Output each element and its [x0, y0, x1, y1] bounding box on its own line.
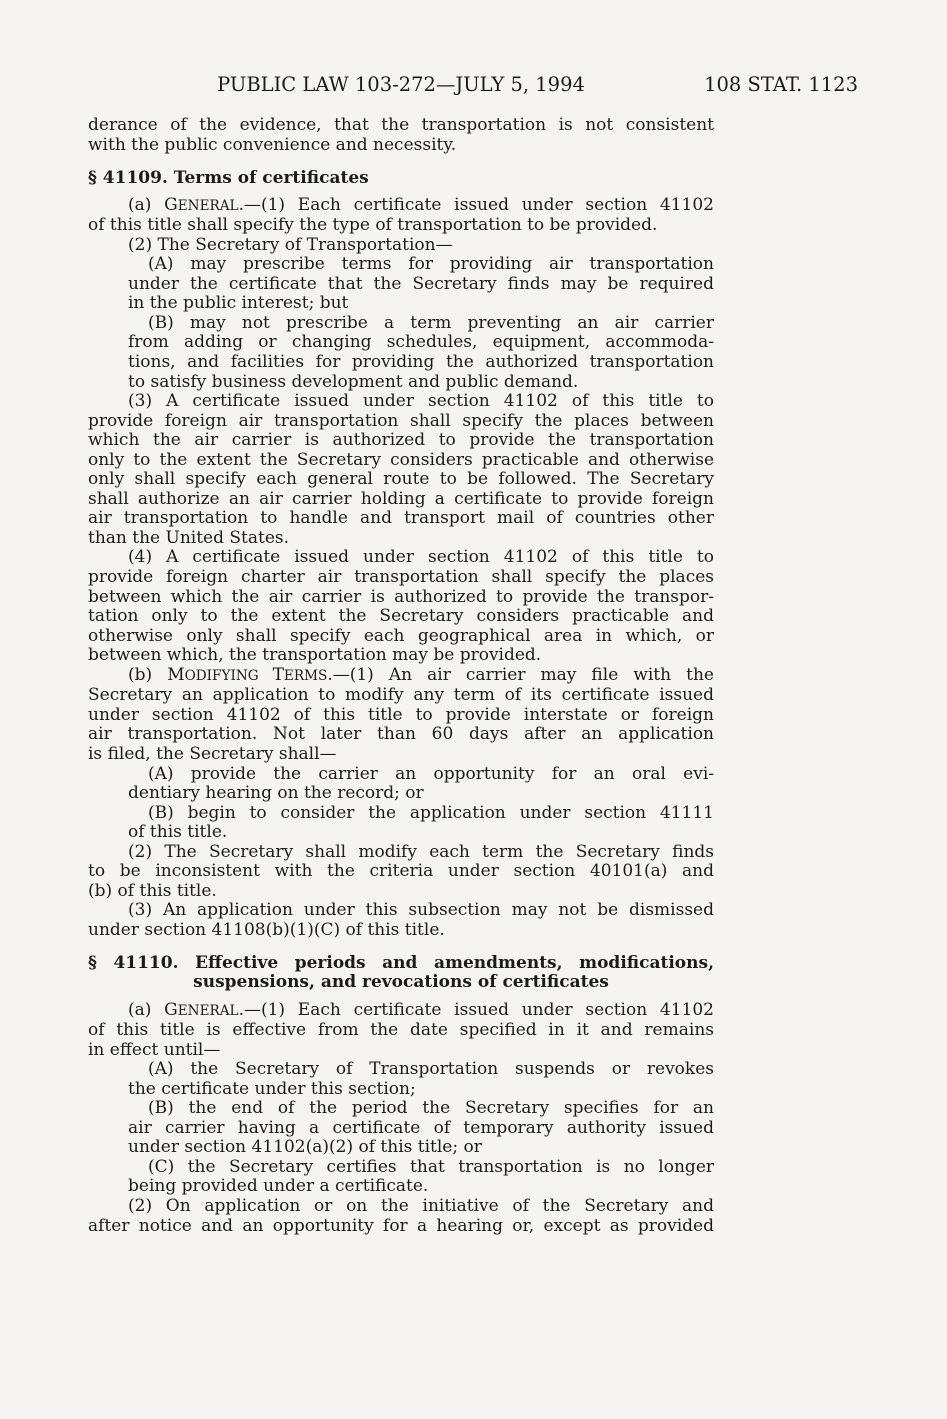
paragraph: [88, 196, 714, 236]
subparagraph: [88, 804, 714, 843]
text-line: is filed, the Secretary shall—: [88, 743, 337, 764]
text-line: in effect until—: [88, 1039, 221, 1060]
text-line: dentiary hearing on the record; or: [128, 783, 424, 804]
text-line: (4) A certificate issued under section 41102 of this title to: [128, 547, 714, 568]
text-line: shall authorize an air carrier holding a certificate to provide foreign: [88, 488, 714, 509]
small-caps-initial: M: [167, 664, 185, 685]
text-line: under section 41102(a)(2) of this title; or: [128, 1137, 482, 1158]
text-line: between which, the transportation may be provided.: [88, 645, 542, 666]
text-line: under section 41108(b)(1)(C) of this title.: [88, 919, 445, 940]
text-segment: (b): [128, 664, 168, 685]
text-line: (A) provide the carrier an opportunity for an oral evi-: [148, 763, 714, 784]
text-line: after notice and an opportunity for a hearing or, except as provided: [88, 1215, 714, 1236]
text-line: provide foreign charter air transportation shall specify the places: [88, 567, 714, 588]
text-line: tions, and facilities for providing the authorized transportation: [128, 352, 714, 373]
text-line: which the air carrier is authorized to provide the transportation: [88, 430, 714, 451]
text-line: with the public convenience and necessity.: [88, 134, 457, 155]
text-line: air carrier having a certificate of temporary authority issued: [128, 1117, 714, 1138]
text-segment: (a): [128, 194, 165, 215]
paragraph: [88, 843, 714, 902]
text-line: to satisfy business development and public demand.: [128, 371, 579, 392]
text-line: in the public interest; but: [128, 293, 349, 314]
text-segment: .—(1) An air carrier may file with the: [327, 664, 714, 685]
text-line: (B) begin to consider the application under section 41111: [148, 802, 714, 823]
subparagraph: [88, 765, 714, 804]
text-line: (3) A certificate issued under section 41102 of this title to: [128, 391, 714, 412]
text-line: under the certificate that the Secretary finds may be required: [128, 273, 714, 294]
section-heading: [88, 169, 714, 189]
subparagraph: [88, 1060, 714, 1099]
text-line: (2) The Secretary shall modify each term the Secretary finds: [128, 841, 714, 862]
text-line: [88, 1001, 714, 1022]
section-heading: [88, 954, 714, 993]
text-line: (A) the Secretary of Transportation suspends or revokes: [148, 1059, 714, 1080]
text-line: from adding or changing schedules, equipment, accommoda-: [128, 332, 714, 353]
text-line: (A) may prescribe terms for providing air transportation: [148, 254, 714, 275]
text-line: (3) An application under this subsection may not be dismissed: [128, 900, 714, 921]
text-line: only to the extent the Secretary considers practicable and otherwise: [88, 449, 714, 470]
small-caps-heading: GENERAL: [164, 194, 239, 215]
text-line: (B) may not prescribe a term preventing an air carrier: [148, 312, 714, 333]
text-line: Secretary an application to modify any term of its certificate issued: [88, 685, 714, 706]
text-line: being provided under a certificate.: [128, 1176, 429, 1197]
text-line: only shall specify each general route to be followed. The Secretary: [88, 469, 714, 490]
text-line: of this title is effective from the date specified in it and remains: [88, 1020, 714, 1041]
section-heading-line: § 41109. Terms of certificates: [88, 167, 369, 188]
text-line: provide foreign air transportation shall specify the places between: [88, 410, 714, 431]
paragraph: [88, 901, 714, 940]
section-heading-line: suspensions, and revocations of certificates: [193, 972, 609, 993]
paragraph: [88, 1197, 714, 1236]
continued-paragraph: [88, 116, 714, 155]
small-caps-initial: G: [164, 999, 178, 1020]
text-line: to be inconsistent with the criteria under section 40101(a) and: [88, 861, 714, 882]
paragraph: [88, 392, 714, 548]
running-header-title: PUBLIC LAW 103-272—JULY 5, 1994: [217, 73, 585, 96]
text-line: of this title.: [128, 822, 228, 843]
subparagraph: [88, 1158, 714, 1197]
small-caps-initial: T: [272, 664, 284, 685]
text-line: tation only to the extent the Secretary considers practicable and: [88, 606, 714, 627]
text-line: (b) of this title.: [88, 880, 217, 901]
text-line: air transportation. Not later than 60 days after an application: [88, 724, 714, 745]
small-caps-heading: MODIFYING TERMS: [167, 664, 328, 685]
text-line: air transportation to handle and transport mail of countries other: [88, 508, 714, 529]
text-line: (C) the Secretary certifies that transportation is no longer: [148, 1156, 714, 1177]
text-line: of this title shall specify the type of transportation to be provided.: [88, 215, 658, 236]
text-line: between which the air carrier is authorized to provide the transpor-: [88, 586, 714, 607]
page-body: [88, 116, 714, 1236]
text-line: the certificate under this section;: [128, 1078, 416, 1099]
text-line: (B) the end of the period the Secretary specifies for an: [148, 1098, 714, 1119]
paragraph: [88, 548, 714, 665]
text-line: otherwise only shall specify each geographical area in which, or: [88, 625, 714, 646]
small-caps-initial: G: [164, 194, 178, 215]
text-line: [88, 666, 714, 687]
text-line: than the United States.: [88, 527, 290, 548]
text-line: (2) On application or on the initiative of the Secretary and: [128, 1195, 714, 1216]
paragraph: [88, 236, 714, 256]
text-segment: .—(1) Each certificate issued under section 41102: [238, 194, 714, 215]
subparagraph: [88, 255, 714, 314]
small-caps-heading: GENERAL: [164, 999, 239, 1020]
paragraph: [88, 1001, 714, 1061]
subparagraph: [88, 1099, 714, 1158]
statute-page-number: 108 STAT. 1123: [704, 73, 858, 96]
text-segment: (a): [128, 999, 165, 1020]
text-segment: .—(1) Each certificate issued under section 41102: [238, 999, 714, 1020]
paragraph: [88, 666, 714, 765]
text-line: under section 41102 of this title to provide interstate or foreign: [88, 704, 714, 725]
subparagraph: [88, 314, 714, 392]
text-line: [88, 196, 714, 217]
section-heading-line: § 41110. Effective periods and amendments, modifications,: [88, 952, 714, 973]
text-line: derance of the evidence, that the transportation is not consistent: [88, 115, 714, 135]
text-line: (2) The Secretary of Transportation—: [128, 234, 453, 255]
